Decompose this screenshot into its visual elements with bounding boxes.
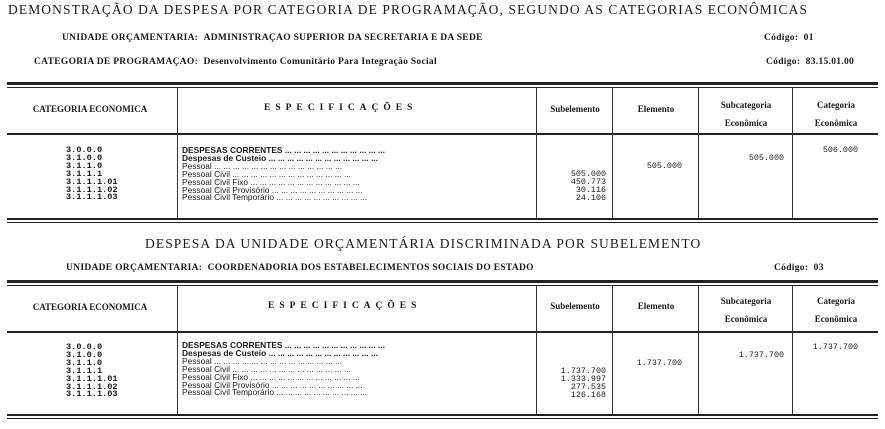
table2-bottom-rule: [7, 414, 878, 416]
table1-top-rule-thin: [7, 87, 878, 88]
table2-top-rule-thin: [7, 285, 878, 286]
codigo2-value: 83.15.01.00: [805, 57, 855, 67]
code-row: 3.0.0.0: [66, 342, 103, 352]
spec-row: Pessoal ... ... ... ... ... ... ... ... ... ... ... ... ... ...: [182, 355, 343, 366]
header-categoria: CATEGORIA ECONOMICA: [32, 302, 148, 312]
spec-row: DESPESAS CORRENTES ... ... ... ... ... ... ... ... ... ... ...: [182, 340, 385, 350]
subelemento-value: 505.000: [570, 169, 606, 179]
subelemento-value: 24.106: [575, 192, 606, 203]
subelemento-value: 450.773: [570, 176, 606, 187]
codigo-label: Código:: [764, 33, 799, 43]
spec-row: Despesas de Custeio ... ... ... ... ... ... ... ... ... ... ... ...: [182, 347, 378, 358]
codigo2-label: Código:: [766, 57, 801, 67]
subelemento-value: 1.333.997: [560, 373, 606, 384]
header-categoria: CATEGORIA ECONOMICA: [32, 104, 148, 114]
table1-subcategoria: 505.000: [748, 153, 784, 163]
section2-codigo: [774, 263, 824, 273]
table1-col-divider: [536, 88, 537, 218]
table1-col-divider: [612, 88, 613, 218]
table2-bottom-rule-thin: [7, 418, 878, 419]
header-categoria-l2: Econômica: [814, 118, 858, 128]
table1-specs: [182, 147, 385, 202]
table1-header-rule: [7, 133, 878, 135]
table1-subelemento: [540, 171, 606, 203]
codigo-label: Código:: [774, 263, 809, 273]
table1-col-divider: [698, 88, 699, 218]
section2-unidade: [66, 263, 534, 273]
header-categoria-l1: Categoria: [817, 296, 855, 306]
code-row: 3.1.1.1.03: [66, 192, 118, 203]
header-elemento: Elemento: [637, 104, 675, 114]
header-subcategoria-l1: Subcategoria: [720, 100, 772, 110]
codigo-value: 01: [803, 33, 814, 43]
code-row: 3.1.1.1.01: [66, 176, 118, 187]
table1-codes: [66, 147, 118, 202]
header-categoria-l2: Econômica: [814, 314, 858, 324]
table2-col-divider: [177, 286, 178, 414]
unidade-label: UNIDADE ORÇAMENTARIA:: [66, 263, 203, 273]
code-row: 3.1.1.1: [66, 168, 103, 179]
code-row: 3.1.0.0: [66, 152, 103, 163]
section1-codigo2: [766, 57, 854, 67]
table1-col-divider: [177, 88, 178, 218]
table2-header-rule: [7, 331, 878, 333]
spec-row: Pessoal Civil Fixo ... ... ... ... ... ... ... ... ... ... ... ...: [182, 176, 360, 187]
header-especificacoes: ESPECIFICAÇÕES: [268, 301, 422, 311]
subelemento-value: 277.535: [570, 381, 606, 392]
spec-row: Despesas de Custeio ... ... ... ... ... ... ... ... ... ... ... ...: [182, 152, 378, 163]
spec-row: Pessoal Civil ... ... ... ... ... ... ... ... ... ... ... ... ...: [182, 363, 351, 374]
unidade-value: COORDENADORIA DOS ESTABELECIMENTOS SOCIAIS DO ESTADO: [207, 263, 534, 273]
table2-col-divider: [792, 286, 793, 414]
spec-row: Pessoal Civil Fixo ... ... ... ... ... ... ... ... ... ... ... ...: [182, 371, 360, 382]
spec-row: Pessoal ... ... ... ... ... ... ... ... ... ... ... ... ... ...: [182, 160, 343, 171]
header-subcategoria-l1: Subcategoria: [720, 296, 772, 306]
spec-row: Pessoal Civil Provisório ... ... ... ... ... ... ... ... ... ...: [182, 184, 363, 195]
spec-row: Pessoal Civil Provisório ... ... ... ... ... ... ... ... ... ...: [182, 379, 363, 390]
table1-top-rule: [7, 82, 878, 85]
table2-col-divider: [612, 286, 613, 414]
table1-bottom-rule-thin: [7, 222, 878, 223]
table2-specs: [182, 342, 385, 397]
unidade-value: ADMINISTRAÇAO SUPERIOR DA SECRETARIA E DA SEDE: [203, 33, 483, 43]
section1-codigo: [764, 33, 814, 43]
table2-subcategoria: 1.737.700: [738, 350, 784, 360]
header-subcategoria: [700, 96, 792, 132]
spec-row: Pessoal Civil Temporário ... ... ... ... ... ... ... ... ... ...: [182, 387, 368, 398]
categoria-label: CATEGORIA DE PROGRAMAÇAO:: [34, 57, 199, 67]
code-row: 3.1.1.0: [66, 160, 103, 171]
header-subcategoria-l2: Econômica: [724, 314, 768, 324]
header-categoria-econ: [794, 96, 878, 132]
code-row: 3.1.1.1.02: [66, 381, 118, 392]
code-row: 3.1.1.1.02: [66, 184, 118, 195]
header-especificacoes: ESPECIFICAÇÕES: [264, 103, 418, 113]
code-row: 3.1.1.1.03: [66, 389, 118, 400]
subelemento-value: 30.116: [575, 184, 606, 195]
code-row: 3.0.0.0: [66, 145, 103, 155]
table1-bottom-rule: [7, 218, 878, 220]
header-subelemento: Subelemento: [550, 301, 600, 311]
section1-title: DEMONSTRAÇÃO DA DESPESA POR CATEGORIA DE PROGRAMAÇÃO, SEGUNDO AS CATEGORIAS ECONÔMICAS: [8, 2, 809, 17]
table1-categoria: 506.000: [822, 145, 858, 155]
subelemento-value: 1.737.700: [560, 366, 606, 376]
table2-codes: [66, 344, 118, 399]
codigo-value: 03: [813, 263, 824, 273]
table1-col-divider: [792, 88, 793, 218]
code-row: 3.1.1.1: [66, 365, 103, 376]
table2-elemento: 1.737.700: [636, 358, 682, 368]
categoria-value: Desenvolvimento Comunitário Para Integração Social: [203, 57, 437, 67]
code-row: 3.1.1.0: [66, 357, 103, 368]
code-row: 3.1.0.0: [66, 349, 103, 360]
code-row: 3.1.1.1.01: [66, 373, 118, 384]
spec-row: Pessoal Civil Temporário ... ... ... ... ... ... ... ... ... ...: [182, 192, 368, 203]
table2-top-rule: [7, 280, 878, 283]
table2-col-divider: [536, 286, 537, 414]
header-elemento: Elemento: [637, 301, 675, 311]
table2-categoria: 1.737.700: [812, 342, 858, 352]
header-categoria-econ: [794, 292, 878, 328]
table1-elemento: 505.000: [646, 161, 682, 171]
table2-subelemento: [540, 368, 606, 400]
subelemento-value: 126.168: [570, 389, 606, 400]
unidade-label: UNIDADE ORÇAMENTARIA:: [62, 33, 199, 43]
spec-row: Pessoal Civil ... ... ... ... ... ... ... ... ... ... ... ... ...: [182, 168, 351, 179]
section2-title: DESPESA DA UNIDADE ORÇAMENTÁRIA DISCRIMINADA POR SUBELEMENTO: [145, 236, 702, 251]
table2-col-divider: [698, 286, 699, 414]
section1-categoria: [34, 57, 437, 67]
header-subcategoria-l2: Econômica: [724, 118, 768, 128]
header-subelemento: Subelemento: [550, 104, 600, 114]
section1-unidade: [62, 33, 483, 43]
header-categoria-l1: Categoria: [817, 100, 855, 110]
header-subcategoria: [700, 292, 792, 328]
spec-row: DESPESAS CORRENTES ... ... ... ... ... ... ... ... ... ... ...: [182, 145, 385, 155]
